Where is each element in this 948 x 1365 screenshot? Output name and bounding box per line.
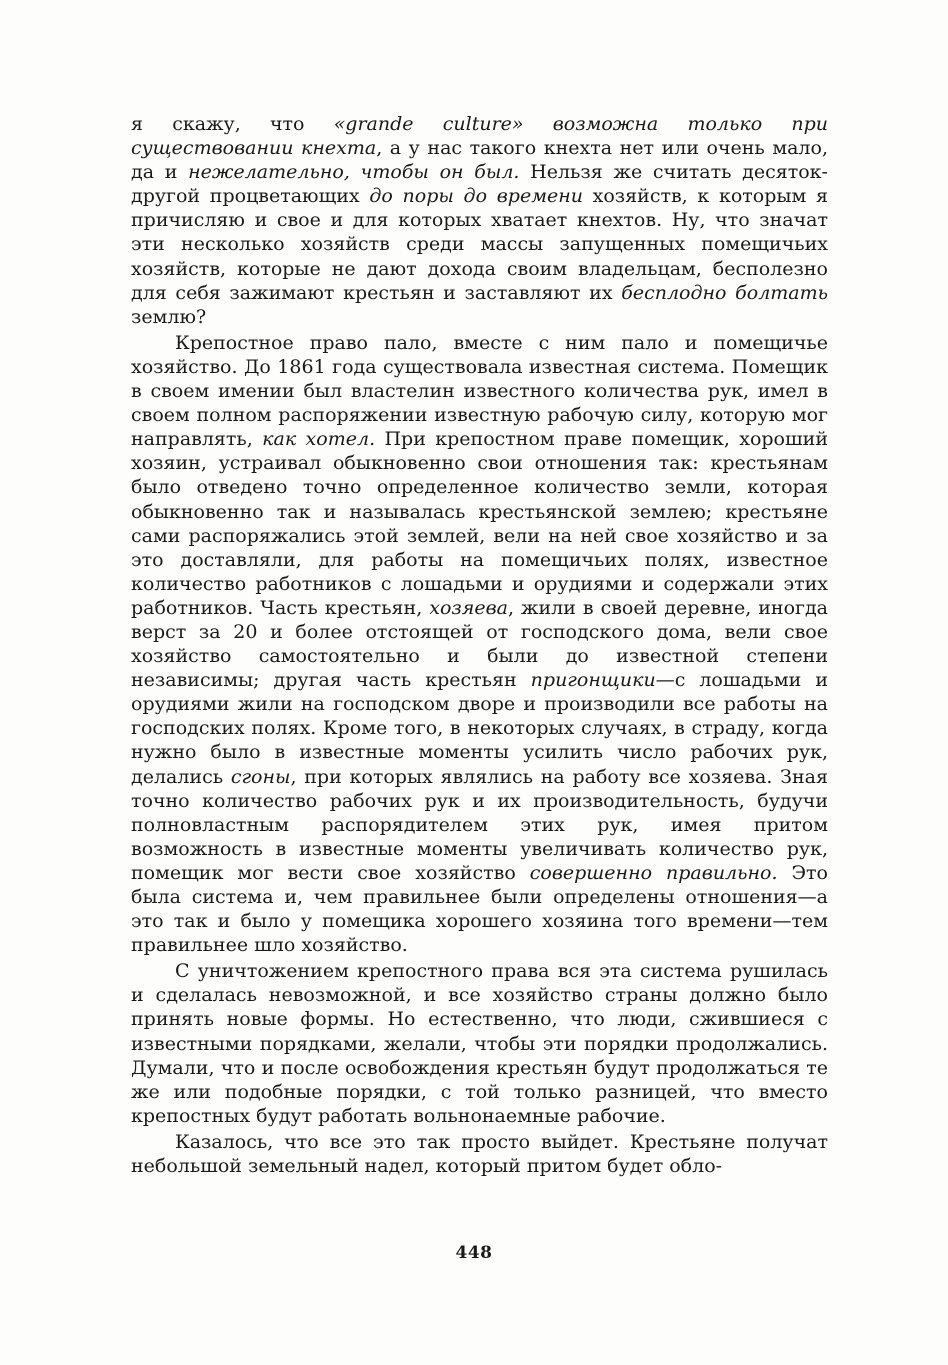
italic-run: «grande culture» возможна только при существовании кнехта (131, 113, 828, 160)
paragraph-2 (131, 331, 828, 957)
text-run: Крепостное право пало, вместе с ним пало и помещичье хозяйство. До 1861 года существовала известная система. Помещик в своем имении был властелин известного количества рук, имел в своем полном распоряжении известную рабочую силу, которую мог направлять, (131, 331, 828, 451)
text-run: Казалось, что все это так просто выйдет. Крестьяне получат небольшой земельный надел, который притом будет обло- (131, 1130, 828, 1178)
italic-run: хозяева (429, 596, 508, 619)
text-run: я скажу, что (131, 113, 334, 135)
italic-run: как хотел. (262, 428, 376, 451)
paragraph-3 (131, 959, 828, 1128)
text-run: землю? (131, 305, 207, 328)
text-run: хозяйств, к которым я причисляю и свое и для которых хватает кнехтов. Ну, что значат эти несколько хозяйств среди массы запущенных помещичьих хозяйств, которые не дают дохода своим владельцам, бесполезно для себя зажимают крестьян и заставляют их (131, 185, 829, 304)
text-run: , а у нас такого кнехта нет или очень мало, да и (131, 137, 828, 184)
text-run: Нельзя же считать десяток-другой процветающих (131, 161, 828, 208)
text-run: Это была система и, чем правильнее были определены отношения—а это так и было у помещика хорошего хозяина того времени—тем правильнее шло хозяйство. (131, 861, 828, 957)
body-text (131, 112, 828, 1178)
text-run: , при которых являлись на работу все хозяева. Зная точно количество рабочих рук и их производительность, будучи полновластным распорядителем этих рук, имея притом возможность в известные моменты увеличивать количество рук, помещик мог вести свое хозяйство (131, 765, 828, 884)
italic-run: совершенно правильно. (529, 861, 778, 884)
paragraph-1 (131, 112, 828, 329)
text-run: , жили в своей деревне, иногда верст за 20 и более отстоящей от господского дома, вели свое хозяйство самостоятельно и были до известной степени независимы; другая часть крестьян (131, 596, 828, 692)
text-run: При крепостном праве помещик, хороший хозяин, устраивал обыкновенно свои отношения так: крестьянам было отведено точно определенное количество земли, которая обыкновенно так и называлась крестьянской землею; крестьяне сами распоряжались этой землей, вели на ней свое хозяйство и за это доставляли, для работы на помещичьих полях, известное количество работников с лошадьми и орудиями и содержали этих работников. Часть крестьян, (131, 428, 828, 619)
text-run: —с лошадьми и орудиями жили на господском дворе и производили все работы на господских полях. Кроме того, в некоторых случаях, в страду, когда нужно было в известные моменты усилить число рабочих рук, делались (131, 669, 828, 788)
italic-run: бесплодно болтать (621, 281, 828, 304)
italic-run: пригонщики (530, 669, 656, 692)
italic-run: до поры до времени (369, 185, 583, 208)
italic-run: сгоны (230, 765, 291, 788)
italic-run: нежелательно, чтобы он был. (188, 161, 520, 184)
text-run: С уничтожением крепостного права вся эта система рушилась и сделалась невозможной, и все хозяйство страны должно было принять новые формы. Но естественно, что люди, сжившиеся с известными порядками, желали, чтобы эти порядки продолжались. Думали, что и после освобождения крестьян будут продолжаться те же или подобные порядки, с той только разницей, что вместо крепостных будут работать вольнонаемные рабочие. (131, 960, 828, 1127)
page-number: 448 (455, 1243, 493, 1263)
paragraph-4 (131, 1130, 828, 1178)
